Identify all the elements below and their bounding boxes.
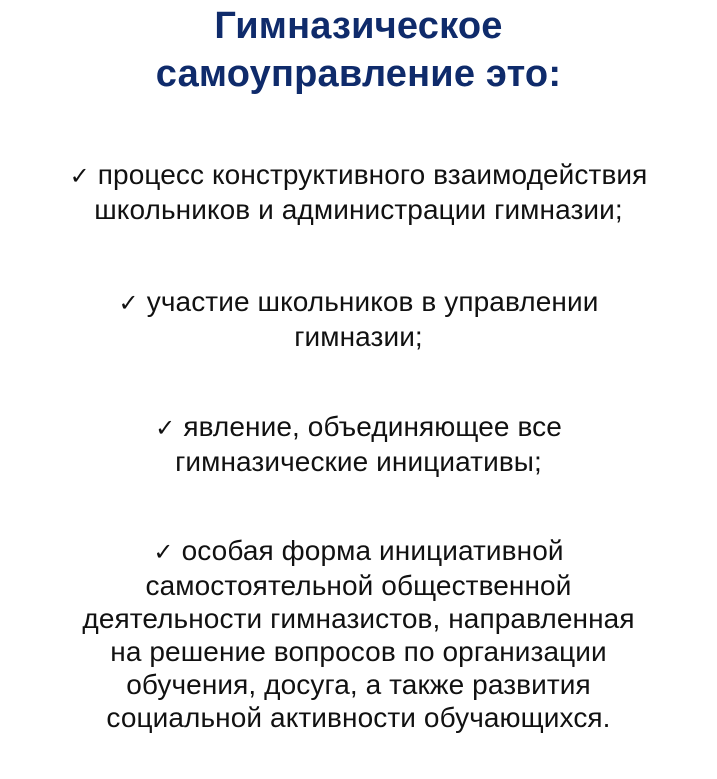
list-item-line [0, 158, 717, 193]
page-title [0, 2, 717, 98]
list-item-line: гимназические инициативы; [175, 446, 542, 477]
list-item [0, 158, 717, 226]
list-item [0, 534, 717, 734]
list-item-text: процесс конструктивного взаимодействия [97, 159, 648, 190]
list-item-line: обучения, досуга, а также развития [126, 669, 591, 700]
check-icon: ✓ [118, 289, 139, 317]
list-item-line [0, 534, 717, 569]
list-item-text: явление, объединяющее все [183, 411, 562, 442]
title-line-1: Гимназическое [214, 5, 503, 47]
list-item-line: школьников и администрации гимназии; [94, 194, 623, 225]
list-item-line [0, 285, 717, 320]
list-item-line: деятельности гимназистов, направленная [82, 603, 635, 634]
list-item-line: социальной активности обучающихся. [106, 702, 611, 733]
list-item [0, 410, 717, 478]
check-icon: ✓ [153, 538, 174, 566]
list-item-line: самостоятельной общественной [145, 570, 572, 601]
title-line-2: самоуправление это: [155, 53, 562, 95]
list-item-text: особая форма инициативной [181, 535, 564, 566]
list-item-line: на решение вопросов по организации [110, 636, 607, 667]
list-item-line: гимназии; [294, 321, 423, 352]
list-item [0, 285, 717, 353]
check-icon: ✓ [69, 162, 90, 190]
check-icon: ✓ [155, 414, 176, 442]
list-item-text: участие школьников в управлении [146, 286, 599, 317]
list-item-line [0, 410, 717, 445]
